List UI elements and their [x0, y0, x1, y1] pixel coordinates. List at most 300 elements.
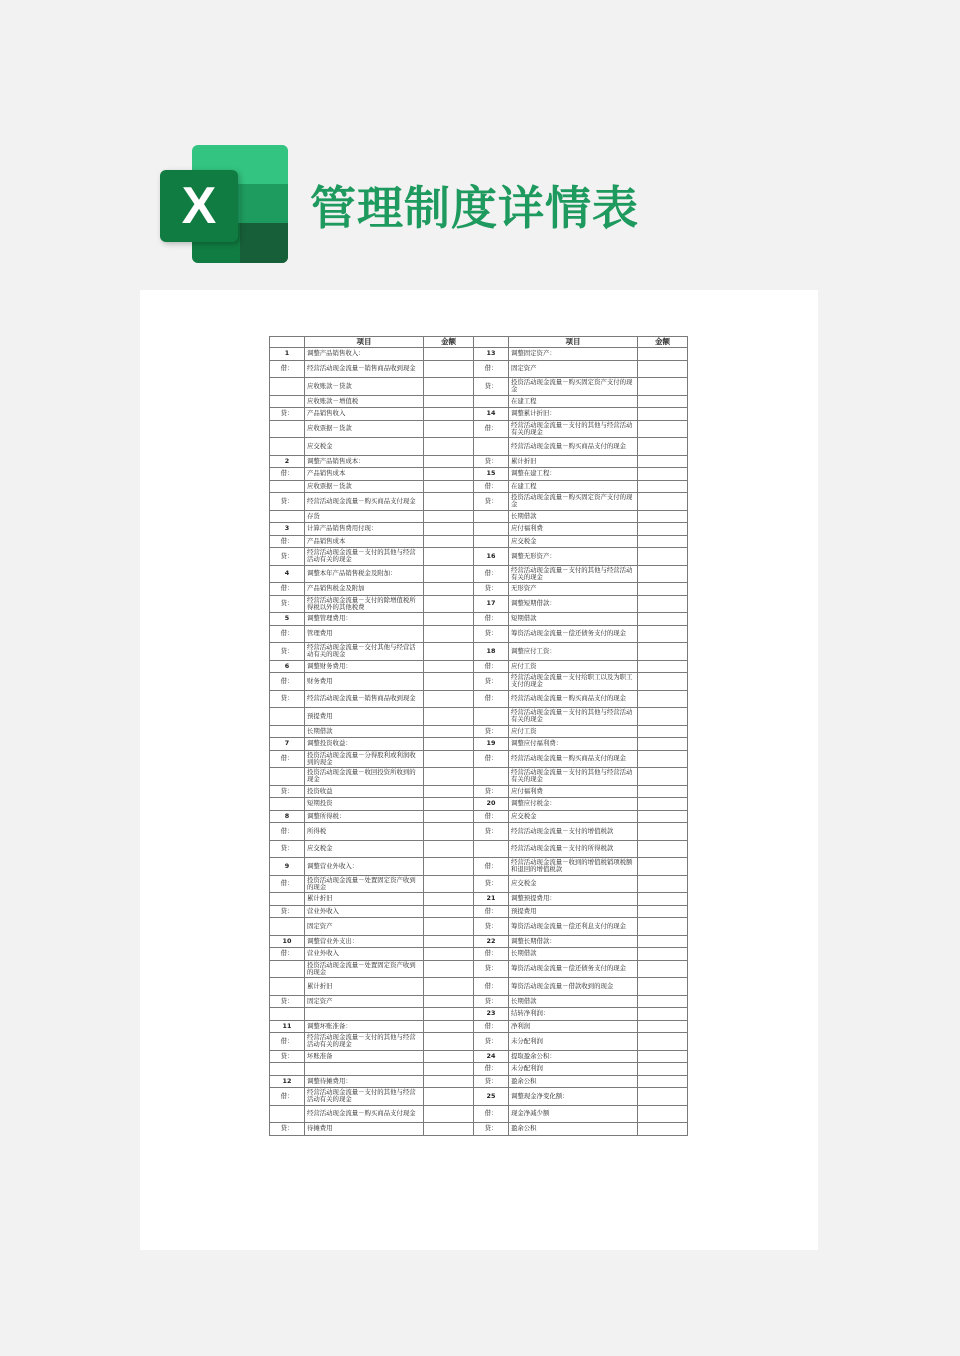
table-row: [270, 858, 688, 876]
entry-marker-cell: 4: [270, 565, 305, 583]
amount-cell: [638, 673, 688, 691]
item-cell: 筹资活动现金流量－偿还债务支付的现金: [509, 960, 638, 978]
amount-cell: [424, 420, 474, 438]
amount-cell: [638, 625, 688, 643]
entry-marker-cell: 贷：: [270, 408, 305, 421]
item-cell: 经营活动现金流量－交付其他与经营活动有关的现金: [305, 643, 424, 661]
amount-cell: [638, 978, 688, 996]
entry-marker-cell: 贷：: [270, 905, 305, 918]
amount-cell: [638, 583, 688, 596]
entry-marker-cell: [474, 523, 509, 536]
entry-marker-cell: 7: [270, 738, 305, 751]
entry-marker-cell: 贷：: [270, 785, 305, 798]
amount-cell: [638, 810, 688, 823]
table-row: [270, 875, 688, 893]
amount-cell: [424, 960, 474, 978]
item-cell: 调整所得税：: [305, 810, 424, 823]
entry-marker-cell: 借：: [474, 360, 509, 378]
table-row: [270, 690, 688, 708]
item-cell: 盈余公积: [509, 1075, 638, 1088]
item-cell: 长期借款: [509, 510, 638, 523]
amount-cell: [424, 708, 474, 726]
entry-marker-cell: 21: [474, 893, 509, 906]
item-cell: 调整固定资产：: [509, 348, 638, 361]
entry-marker-cell: 贷：: [474, 875, 509, 893]
table-row: [270, 785, 688, 798]
header-cell: [270, 337, 305, 348]
amount-cell: [638, 420, 688, 438]
item-cell: 调整管理费用：: [305, 613, 424, 626]
item-cell: 所得税: [305, 823, 424, 841]
table-row: [270, 840, 688, 858]
item-cell: 累计折旧: [305, 893, 424, 906]
item-cell: 待摊费用: [305, 1123, 424, 1136]
table-row: [270, 643, 688, 661]
amount-cell: [638, 785, 688, 798]
item-cell: 调整坏账准备：: [305, 1020, 424, 1033]
item-cell: 应交税金: [305, 438, 424, 456]
amount-cell: [424, 1063, 474, 1076]
item-cell: 投资活动现金流量－处置固定资产收到的现金: [305, 875, 424, 893]
entry-marker-cell: 借：: [270, 875, 305, 893]
entry-marker-cell: 22: [474, 935, 509, 948]
item-cell: 应收账款－贷款: [305, 378, 424, 396]
amount-cell: [638, 408, 688, 421]
amount-cell: [638, 1008, 688, 1021]
logo-letter: X: [160, 170, 238, 242]
entry-marker-cell: 借：: [474, 480, 509, 493]
item-cell: 经营活动现金流量－支付的除增值税所得税以外的其他税费: [305, 595, 424, 613]
page-header: [0, 0, 960, 290]
amount-cell: [638, 1123, 688, 1136]
item-cell: 经营活动现金流量－支付的其他与经营活动有关的现金: [509, 768, 638, 786]
amount-cell: [424, 673, 474, 691]
entry-marker-cell: 贷：: [270, 1123, 305, 1136]
item-cell: 调整财务费用：: [305, 660, 424, 673]
entry-marker-cell: 贷：: [270, 840, 305, 858]
item-cell: 财务费用: [305, 673, 424, 691]
item-cell: 现金净减少额: [509, 1105, 638, 1123]
amount-cell: [424, 905, 474, 918]
amount-cell: [424, 1008, 474, 1021]
amount-cell: [424, 565, 474, 583]
item-cell: 应付福利费: [509, 523, 638, 536]
item-cell: 应收票据－货款: [305, 480, 424, 493]
item-cell: 调整现金净变化额：: [509, 1088, 638, 1106]
item-cell: 调整营业外收入：: [305, 858, 424, 876]
amount-cell: [638, 875, 688, 893]
entry-marker-cell: 借：: [270, 1033, 305, 1051]
item-cell: 长期借款: [305, 725, 424, 738]
item-cell: 投资活动现金流量－分得股利或利润收到的现金: [305, 750, 424, 768]
entry-marker-cell: 贷：: [270, 690, 305, 708]
item-cell: 调整长期借款：: [509, 935, 638, 948]
item-cell: 短期借款: [509, 613, 638, 626]
amount-cell: [638, 995, 688, 1008]
entry-marker-cell: 借：: [270, 360, 305, 378]
amount-cell: [638, 395, 688, 408]
item-cell: 结转净利润：: [509, 1008, 638, 1021]
amount-cell: [638, 480, 688, 493]
table-row: [270, 960, 688, 978]
item-cell: 经营活动现金流量－支付给职工以及为职工支付的现金: [509, 673, 638, 691]
item-cell: 未分配利润: [509, 1033, 638, 1051]
item-cell: 存货: [305, 510, 424, 523]
amount-cell: [424, 768, 474, 786]
document-page: [140, 290, 818, 1250]
item-cell: 应交税金: [509, 875, 638, 893]
amount-cell: [424, 1033, 474, 1051]
item-cell: 经营活动现金流量－购买商品支付的现金: [509, 438, 638, 456]
amount-cell: [638, 935, 688, 948]
item-cell: 经营活动现金流量－支付的其他与经营活动有关的现金: [305, 548, 424, 566]
entry-marker-cell: [270, 798, 305, 811]
entry-marker-cell: 25: [474, 1088, 509, 1106]
item-cell: 调整累计折旧：: [509, 408, 638, 421]
header-cell: 金额: [424, 337, 474, 348]
table-row: [270, 725, 688, 738]
amount-cell: [424, 613, 474, 626]
entry-marker-cell: [474, 438, 509, 456]
item-cell: 应付工资: [509, 660, 638, 673]
adjustment-table: [269, 336, 688, 1136]
amount-cell: [638, 643, 688, 661]
table-row: [270, 1050, 688, 1063]
amount-cell: [638, 1063, 688, 1076]
amount-cell: [424, 690, 474, 708]
item-cell: 经营活动现金流量－购买商品支付的现金: [509, 690, 638, 708]
entry-marker-cell: 借：: [474, 420, 509, 438]
amount-cell: [638, 738, 688, 751]
item-cell: 筹资活动现金流量－偿还债务支付的现金: [509, 625, 638, 643]
entry-marker-cell: [270, 1105, 305, 1123]
item-cell: 调整营业外支出：: [305, 935, 424, 948]
amount-cell: [424, 1123, 474, 1136]
item-cell: 经营活动现金流量－收到的增值税销项税额和退回的增值税款: [509, 858, 638, 876]
item-cell: 应收账款－增值税: [305, 395, 424, 408]
entry-marker-cell: [270, 708, 305, 726]
entry-marker-cell: 借：: [474, 660, 509, 673]
table-row: [270, 978, 688, 996]
table-row: [270, 535, 688, 548]
entry-marker-cell: 借：: [474, 1063, 509, 1076]
item-cell: 经营活动现金流量－购买商品支付现金: [305, 493, 424, 511]
item-cell: 产品销售成本: [305, 468, 424, 481]
item-cell: 未分配利润: [509, 1063, 638, 1076]
table-row: [270, 823, 688, 841]
entry-marker-cell: 借：: [270, 583, 305, 596]
entry-marker-cell: 16: [474, 548, 509, 566]
excel-icon: [160, 145, 290, 263]
amount-cell: [424, 935, 474, 948]
amount-cell: [424, 858, 474, 876]
entry-marker-cell: 贷：: [474, 625, 509, 643]
amount-cell: [638, 1105, 688, 1123]
amount-cell: [638, 613, 688, 626]
item-cell: 调整投资收益：: [305, 738, 424, 751]
amount-cell: [424, 348, 474, 361]
entry-marker-cell: 借：: [474, 858, 509, 876]
amount-cell: [424, 625, 474, 643]
table-row: [270, 1088, 688, 1106]
amount-cell: [424, 1105, 474, 1123]
entry-marker-cell: [270, 378, 305, 396]
amount-cell: [424, 785, 474, 798]
amount-cell: [638, 1088, 688, 1106]
amount-cell: [638, 438, 688, 456]
item-cell: 产品销售税金及附加: [305, 583, 424, 596]
amount-cell: [638, 548, 688, 566]
table-row: [270, 468, 688, 481]
entry-marker-cell: [270, 768, 305, 786]
entry-marker-cell: [270, 1063, 305, 1076]
amount-cell: [424, 750, 474, 768]
item-cell: 调整在建工程：: [509, 468, 638, 481]
table-row: [270, 1033, 688, 1051]
entry-marker-cell: 贷：: [270, 548, 305, 566]
entry-marker-cell: 11: [270, 1020, 305, 1033]
entry-marker-cell: [270, 893, 305, 906]
entry-marker-cell: 借：: [474, 978, 509, 996]
table-row: [270, 548, 688, 566]
entry-marker-cell: 贷：: [474, 673, 509, 691]
item-cell: 预提费用: [509, 905, 638, 918]
item-cell: 应付福利费: [509, 785, 638, 798]
table-row: [270, 673, 688, 691]
entry-marker-cell: [474, 840, 509, 858]
entry-marker-cell: 17: [474, 595, 509, 613]
amount-cell: [424, 1088, 474, 1106]
item-cell: 产品销售成本: [305, 535, 424, 548]
entry-marker-cell: 2: [270, 455, 305, 468]
amount-cell: [424, 535, 474, 548]
header-cell: 金额: [638, 337, 688, 348]
entry-marker-cell: 借：: [474, 1105, 509, 1123]
entry-marker-cell: 9: [270, 858, 305, 876]
item-cell: 经营活动现金流量－支付的其他与经营活动有关的现金: [305, 1033, 424, 1051]
amount-cell: [424, 510, 474, 523]
amount-cell: [424, 595, 474, 613]
table-row: [270, 660, 688, 673]
amount-cell: [638, 510, 688, 523]
item-cell: 盈余公积: [509, 1123, 638, 1136]
item-cell: 无形资产: [509, 583, 638, 596]
entry-marker-cell: 6: [270, 660, 305, 673]
entry-marker-cell: 10: [270, 935, 305, 948]
table-row: [270, 625, 688, 643]
entry-marker-cell: [270, 420, 305, 438]
entry-marker-cell: 借：: [474, 810, 509, 823]
entry-marker-cell: 12: [270, 1075, 305, 1088]
entry-marker-cell: 贷：: [270, 643, 305, 661]
table-row: [270, 348, 688, 361]
amount-cell: [424, 468, 474, 481]
amount-cell: [424, 523, 474, 536]
table-row: [270, 523, 688, 536]
item-cell: 固定资产: [305, 918, 424, 936]
item-cell: 筹资活动现金流量－借款收到的现金: [509, 978, 638, 996]
amount-cell: [424, 408, 474, 421]
table-row: [270, 738, 688, 751]
amount-cell: [638, 378, 688, 396]
amount-cell: [424, 823, 474, 841]
item-cell: 调整预提费用：: [509, 893, 638, 906]
page-title: 管理制度详情表: [310, 181, 639, 235]
entry-marker-cell: 借：: [474, 613, 509, 626]
table-row: [270, 1123, 688, 1136]
entry-marker-cell: 20: [474, 798, 509, 811]
item-cell: 经营活动现金流量－支付的其他与经营活动有关的现金: [305, 1088, 424, 1106]
table-row: [270, 565, 688, 583]
entry-marker-cell: [270, 1008, 305, 1021]
table-row: [270, 893, 688, 906]
table-row: [270, 948, 688, 961]
entry-marker-cell: [270, 918, 305, 936]
item-cell: 调整应付税金：: [509, 798, 638, 811]
amount-cell: [424, 893, 474, 906]
table-row: [270, 583, 688, 596]
amount-cell: [638, 360, 688, 378]
entry-marker-cell: 贷：: [270, 1050, 305, 1063]
entry-marker-cell: [474, 708, 509, 726]
item-cell: 筹资活动现金流量－偿还利息支付的现金: [509, 918, 638, 936]
amount-cell: [424, 995, 474, 1008]
item-cell: 调整产品销售成本：: [305, 455, 424, 468]
table-row: [270, 918, 688, 936]
amount-cell: [638, 905, 688, 918]
amount-cell: [638, 725, 688, 738]
amount-cell: [424, 738, 474, 751]
entry-marker-cell: 贷：: [474, 1123, 509, 1136]
table-row: [270, 905, 688, 918]
entry-marker-cell: [270, 438, 305, 456]
entry-marker-cell: [270, 510, 305, 523]
item-cell: 投资活动现金流量－购买固定资产支付的现金: [509, 493, 638, 511]
item-cell: 坏账准备: [305, 1050, 424, 1063]
item-cell: 投资收益: [305, 785, 424, 798]
amount-cell: [424, 438, 474, 456]
logo-grid-side: [240, 145, 288, 263]
entry-marker-cell: 24: [474, 1050, 509, 1063]
amount-cell: [638, 918, 688, 936]
item-cell: 调整待摊费用：: [305, 1075, 424, 1088]
table-row: [270, 438, 688, 456]
entry-marker-cell: 贷：: [270, 595, 305, 613]
amount-cell: [638, 1020, 688, 1033]
amount-cell: [424, 840, 474, 858]
item-cell: 调整本年产品销售税金及附加：: [305, 565, 424, 583]
entry-marker-cell: [270, 978, 305, 996]
table-row: [270, 1020, 688, 1033]
item-cell: 调整应付福利费：: [509, 738, 638, 751]
amount-cell: [638, 823, 688, 841]
entry-marker-cell: 贷：: [474, 583, 509, 596]
amount-cell: [424, 948, 474, 961]
amount-cell: [638, 690, 688, 708]
amount-cell: [424, 455, 474, 468]
amount-cell: [638, 535, 688, 548]
item-cell: 经营活动现金流量－购买商品支付的现金: [509, 750, 638, 768]
entry-marker-cell: 23: [474, 1008, 509, 1021]
entry-marker-cell: 14: [474, 408, 509, 421]
entry-marker-cell: 借：: [270, 823, 305, 841]
item-cell: 调整无形资产：: [509, 548, 638, 566]
item-cell: 调整短期借款：: [509, 595, 638, 613]
item-cell: 净利润: [509, 1020, 638, 1033]
amount-cell: [638, 858, 688, 876]
item-cell: [305, 1063, 424, 1076]
entry-marker-cell: 5: [270, 613, 305, 626]
entry-marker-cell: 贷：: [474, 493, 509, 511]
entry-marker-cell: 贷：: [474, 455, 509, 468]
item-cell: 固定资产: [509, 360, 638, 378]
amount-cell: [424, 583, 474, 596]
amount-cell: [638, 750, 688, 768]
amount-cell: [638, 948, 688, 961]
item-cell: 应收票据－货款: [305, 420, 424, 438]
item-cell: 经营活动现金流量－支付的增值税款: [509, 823, 638, 841]
entry-marker-cell: 借：: [270, 468, 305, 481]
entry-marker-cell: 贷：: [474, 1075, 509, 1088]
entry-marker-cell: 借：: [270, 535, 305, 548]
header-cell: 项目: [305, 337, 424, 348]
amount-cell: [638, 348, 688, 361]
entry-marker-cell: 借：: [474, 1020, 509, 1033]
amount-cell: [424, 378, 474, 396]
table-row: [270, 995, 688, 1008]
entry-marker-cell: 13: [474, 348, 509, 361]
entry-marker-cell: 借：: [270, 948, 305, 961]
amount-cell: [638, 660, 688, 673]
amount-cell: [638, 523, 688, 536]
amount-cell: [638, 708, 688, 726]
amount-cell: [424, 643, 474, 661]
amount-cell: [424, 360, 474, 378]
amount-cell: [424, 978, 474, 996]
item-cell: 累计折旧: [305, 978, 424, 996]
entry-marker-cell: [474, 395, 509, 408]
entry-marker-cell: 3: [270, 523, 305, 536]
amount-cell: [424, 1075, 474, 1088]
entry-marker-cell: 19: [474, 738, 509, 751]
item-cell: 短期投资: [305, 798, 424, 811]
amount-cell: [638, 1050, 688, 1063]
entry-marker-cell: 贷：: [474, 725, 509, 738]
table-row: [270, 810, 688, 823]
amount-cell: [424, 798, 474, 811]
entry-marker-cell: [474, 768, 509, 786]
item-cell: 应交税金: [509, 810, 638, 823]
entry-marker-cell: 贷：: [474, 378, 509, 396]
table-row: [270, 595, 688, 613]
entry-marker-cell: 贷：: [474, 785, 509, 798]
amount-cell: [638, 1033, 688, 1051]
table-row: [270, 455, 688, 468]
amount-cell: [424, 395, 474, 408]
entry-marker-cell: 8: [270, 810, 305, 823]
table-row: [270, 480, 688, 493]
amount-cell: [424, 548, 474, 566]
item-cell: 固定资产: [305, 995, 424, 1008]
amount-cell: [424, 918, 474, 936]
amount-cell: [638, 595, 688, 613]
item-cell: 经营活动现金流量－支付的其他与经营活动有关的现金: [509, 420, 638, 438]
item-cell: 经营活动现金流量－支付的其他与经营活动有关的现金: [509, 708, 638, 726]
table-row: [270, 1008, 688, 1021]
amount-cell: [424, 480, 474, 493]
table-row: [270, 1105, 688, 1123]
entry-marker-cell: 借：: [474, 750, 509, 768]
